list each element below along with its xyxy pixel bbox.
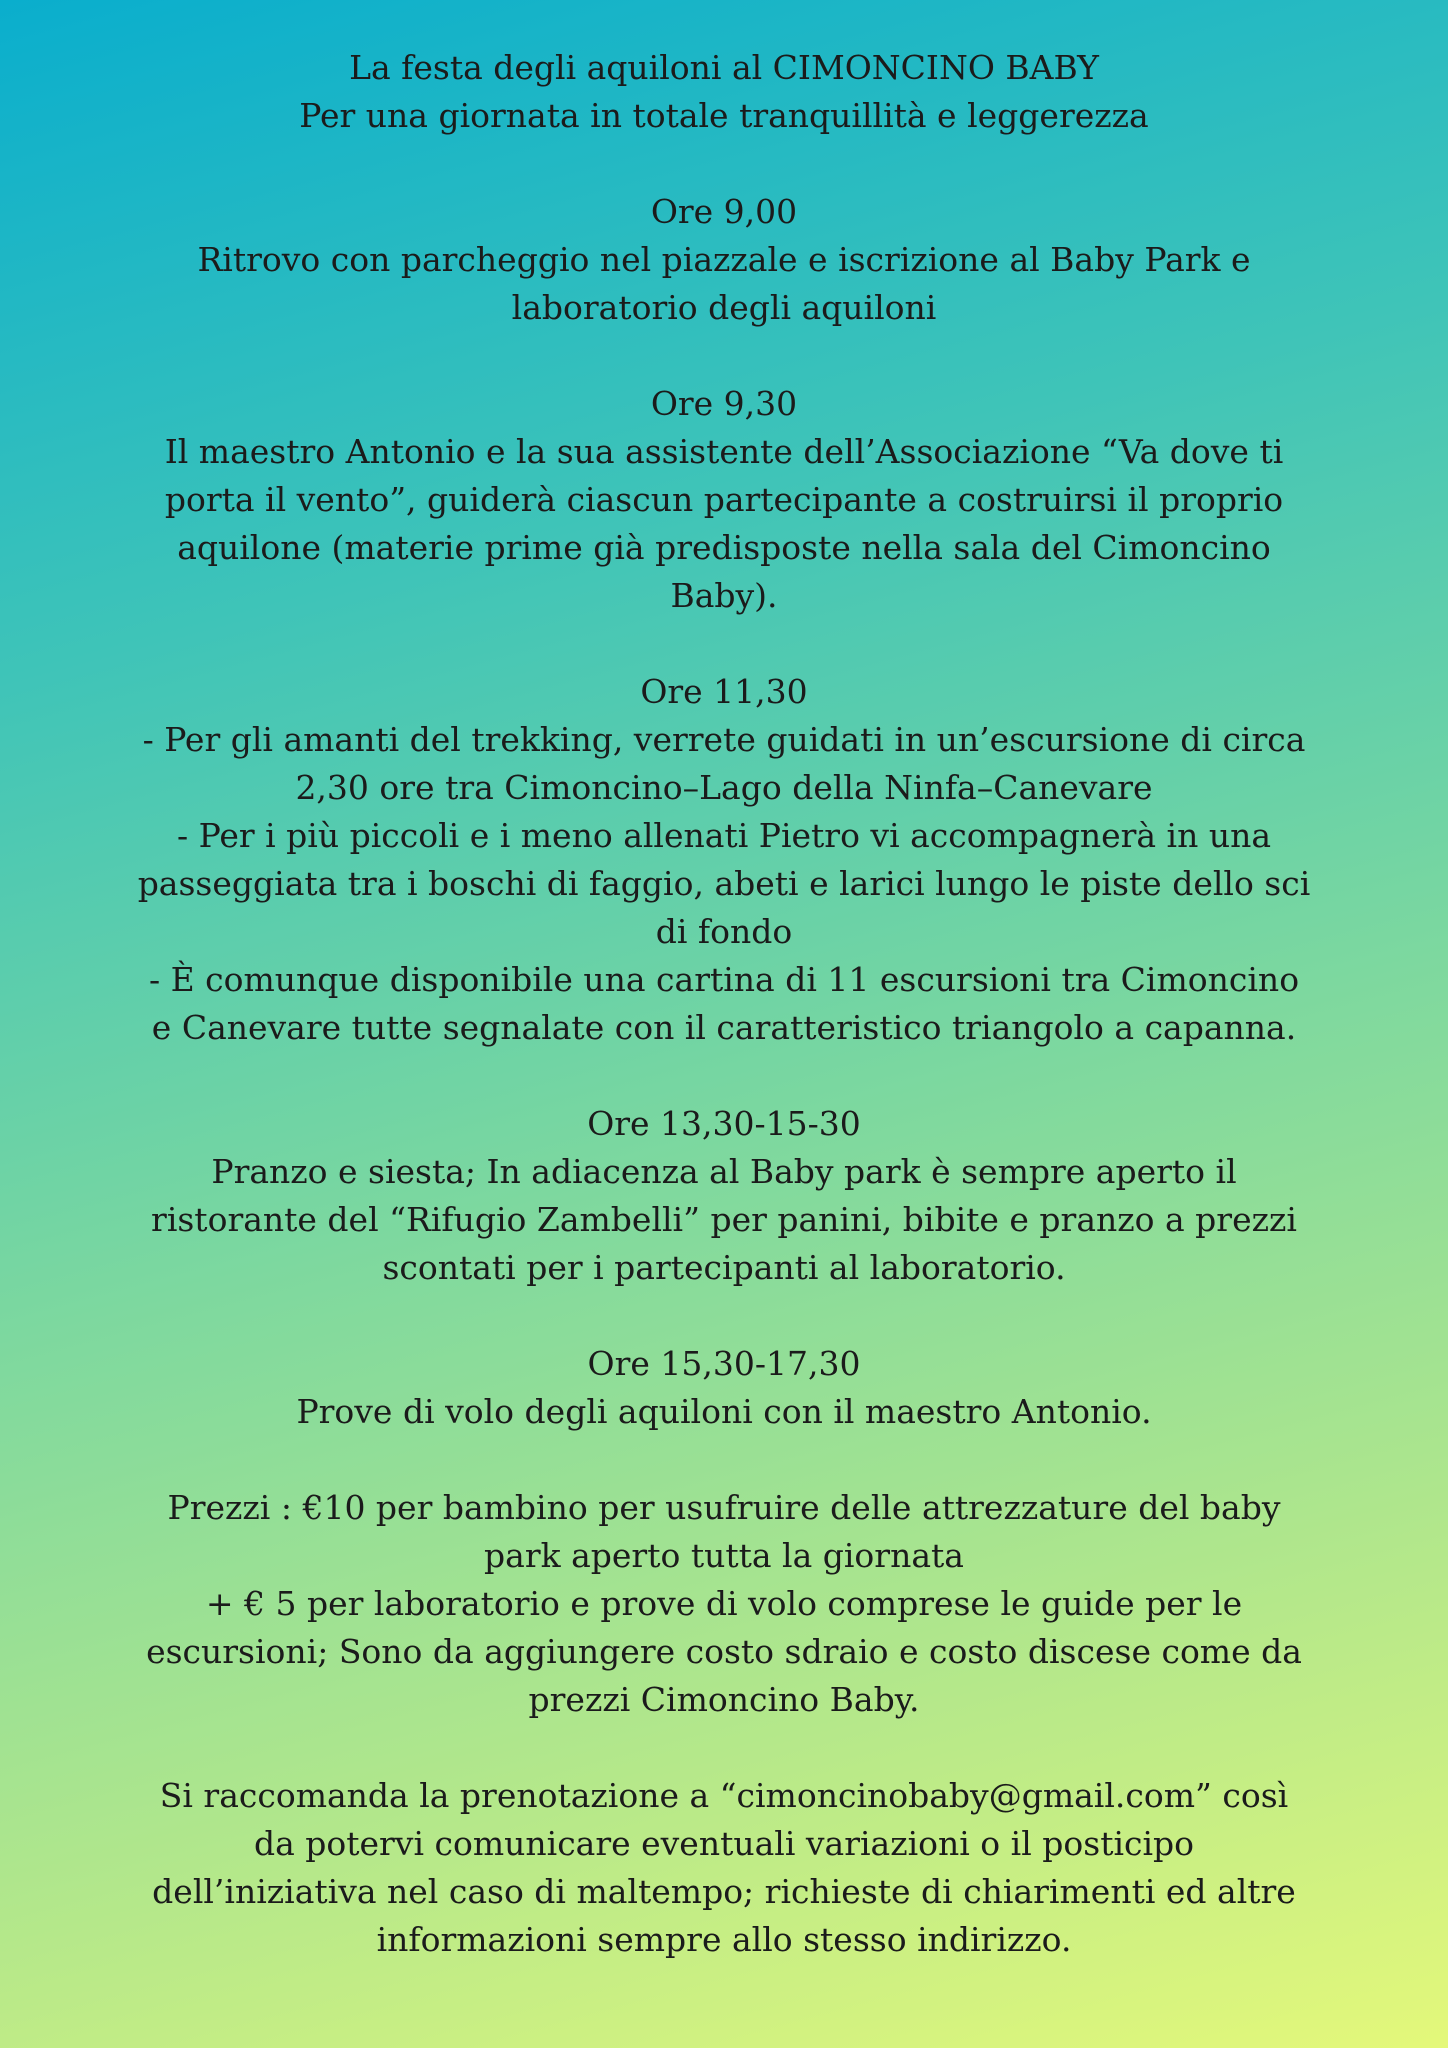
booking-text: informazioni sempre allo stesso indirizzo.: [376, 1920, 1072, 1959]
schedule-text: Ritrovo con parcheggio nel piazzale e iscrizione al Baby Park e: [197, 240, 1251, 279]
schedule-text: aquilone (materie prime già predisposte nella sala del Cimoncino: [177, 528, 1271, 567]
schedule-item-1130: [74, 668, 1374, 1052]
schedule-text: porta il vento”, guiderà ciascun partecipante a costruirsi il proprio: [164, 480, 1284, 519]
schedule-text: di fondo: [655, 912, 793, 951]
schedule-item-0930: [74, 380, 1374, 620]
schedule-item-1330: [74, 1100, 1374, 1292]
spacer: [0, 1052, 1448, 1100]
booking-text: Si raccomanda la prenotazione a “cimoncinobaby@gmail.com” così: [159, 1776, 1289, 1815]
schedule-text: Pranzo e siesta; In adiacenza al Baby park è sempre aperto il: [211, 1152, 1237, 1191]
prices-text: + € 5 per laboratorio e prove di volo comprese le guide per le: [205, 1584, 1243, 1623]
booking-text: dell’iniziativa nel caso di maltempo; richieste di chiarimenti ed altre: [152, 1872, 1296, 1911]
schedule-text: Baby).: [670, 576, 778, 615]
schedule-text: Prove di volo degli aquiloni con il maestro Antonio.: [296, 1392, 1152, 1431]
schedule-text: - È comunque disponibile una cartina di 11 escursioni tra Cimoncino: [148, 960, 1300, 999]
schedule-time: Ore 13,30-15-30: [587, 1104, 861, 1143]
prices-text: escursioni; Sono da aggiungere costo sdraio e costo discese come da: [146, 1632, 1302, 1671]
spacer: [0, 1436, 1448, 1484]
schedule-text: scontati per i partecipanti al laboratorio.: [382, 1248, 1066, 1287]
spacer: [0, 332, 1448, 380]
schedule-time: Ore 15,30-17,30: [587, 1344, 861, 1383]
schedule-time: Ore 11,30: [640, 672, 808, 711]
schedule-text: 2,30 ore tra Cimoncino–Lago della Ninfa–Canevare: [295, 768, 1153, 807]
schedule-time: Ore 9,30: [650, 384, 798, 423]
prices-text: park aperto tutta la giornata: [484, 1536, 964, 1575]
booking-text: da potervi comunicare eventuali variazioni o il posticipo: [253, 1824, 1195, 1863]
header-section: [74, 44, 1374, 140]
schedule-text: Il maestro Antonio e la sua assistente dell’Associazione “Va dove ti: [164, 432, 1284, 471]
spacer: [0, 140, 1448, 188]
schedule-text: passeggiata tra i boschi di faggio, abeti e larici lungo le piste dello sci: [137, 864, 1311, 903]
spacer: [0, 1292, 1448, 1340]
prices-text: prezzi Cimoncino Baby.: [528, 1680, 920, 1719]
schedule-text: ristorante del “Rifugio Zambelli” per panini, bibite e pranzo a prezzi: [151, 1200, 1297, 1239]
schedule-text: - Per gli amanti del trekking, verrete guidati in un’escursione di circa: [142, 720, 1306, 759]
booking-section: [74, 1772, 1374, 1964]
schedule-text: laboratorio degli aquiloni: [511, 288, 937, 327]
event-title: La festa degli aquiloni al CIMONCINO BABY: [349, 48, 1099, 87]
schedule-time: Ore 9,00: [650, 192, 798, 231]
prices-section: [74, 1484, 1374, 1724]
event-subtitle: Per una giornata in totale tranquillità e leggerezza: [299, 96, 1149, 135]
schedule-text: e Canevare tutte segnalate con il caratteristico triangolo a capanna.: [151, 1008, 1297, 1047]
schedule-text: - Per i più piccoli e i meno allenati Pietro vi accompagnerà in una: [176, 816, 1272, 855]
spacer: [0, 1724, 1448, 1772]
spacer: [0, 620, 1448, 668]
prices-text: Prezzi : €10 per bambino per usufruire delle attrezzature del baby: [167, 1488, 1281, 1527]
schedule-item-1530: [74, 1340, 1374, 1436]
schedule-item-0900: [74, 188, 1374, 332]
